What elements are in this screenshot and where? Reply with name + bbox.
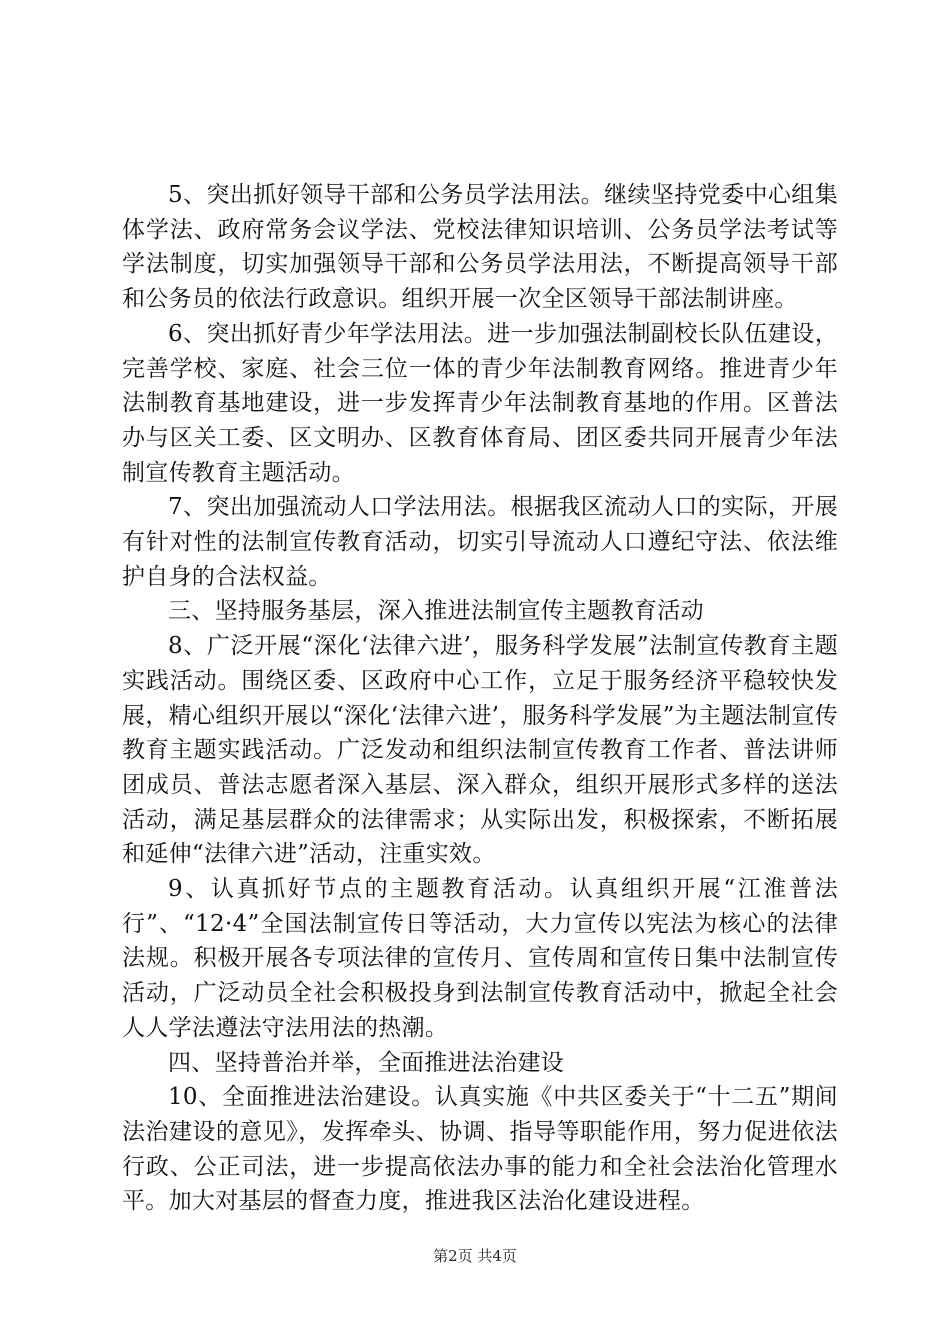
document-body [122, 178, 838, 1219]
paragraph-item-5: 5、突出抓好领导干部和公务员学法用法。继续坚持党委中心组集体学法、政府常务会议学法、党校法律知识培训、公务员学法考试等学法制度，切实加强领导干部和公务员学法用法，不断提高领导干部和公务员的依法行政意识。组织开展一次全区领导干部法制讲座。 [122, 182, 838, 313]
section-heading-4: 四、坚持普治并举，全面推进法治建设 [168, 1049, 565, 1076]
page-footer [0, 1245, 950, 1266]
paragraph-item-9: 9、认真抓好节点的主题教育活动。认真组织开展“江淮普法行”、“12·4”全国法制宣传日等活动，大力宣传以宪法为核心的法律法规。积极开展各专项法律的宣传月、宣传周和宣传日集中法制宣传活动，广泛动员全社会积极投身到法制宣传教育活动中，掀起全社会人人学法遵法守法用法的热潮。 [122, 876, 838, 1041]
page-number: 第2页 共4页 [433, 1247, 517, 1265]
paragraph-item-6: 6、突出抓好青少年学法用法。进一步加强法制副校长队伍建设，完善学校、家庭、社会三位一体的青少年法制教育网络。推进青少年法制教育基地建设，进一步发挥青少年法制教育基地的作用。区普法办与区关工委、区文明办、区教育体育局、团区委共同开展青少年法制宣传教育主题活动。 [122, 320, 838, 486]
paragraph-item-7: 7、突出加强流动人口学法用法。根据我区流动人口的实际，开展有针对性的法制宣传教育活动，切实引导流动人口遵纪守法、依法维护自身的合法权益。 [122, 494, 838, 590]
paragraph-item-10: 10、全面推进法治建设。认真实施《中共区委关于“十二五”期间法治建设的意见》，发挥牵头、协调、指导等职能作用，努力促进依法行政、公正司法，进一步提高依法办事的能力和全社会法治化管理水平。加大对基层的督查力度，推进我区法治化建设进程。 [122, 1084, 838, 1215]
paragraph-item-8: 8、广泛开展“深化‘法律六进’，服务科学发展”法制宣传教育主题实践活动。围绕区委、区政府中心工作，立足于服务经济平稳较快发展，精心组织开展以“深化‘法律六进’，服务科学发展”为主题法制宣传教育主题实践活动。广泛发动和组织法制宣传教育工作者、普法讲师团成员、普法志愿者深入基层、深入群众，组织开展形式多样的送法活动，满足基层群众的法律需求；从实际出发，积极探索，不断拓展和延伸“法律六进”活动，注重实效。 [122, 633, 838, 868]
section-heading-3: 三、坚持服务基层，深入推进法制宣传主题教育活动 [168, 598, 704, 625]
